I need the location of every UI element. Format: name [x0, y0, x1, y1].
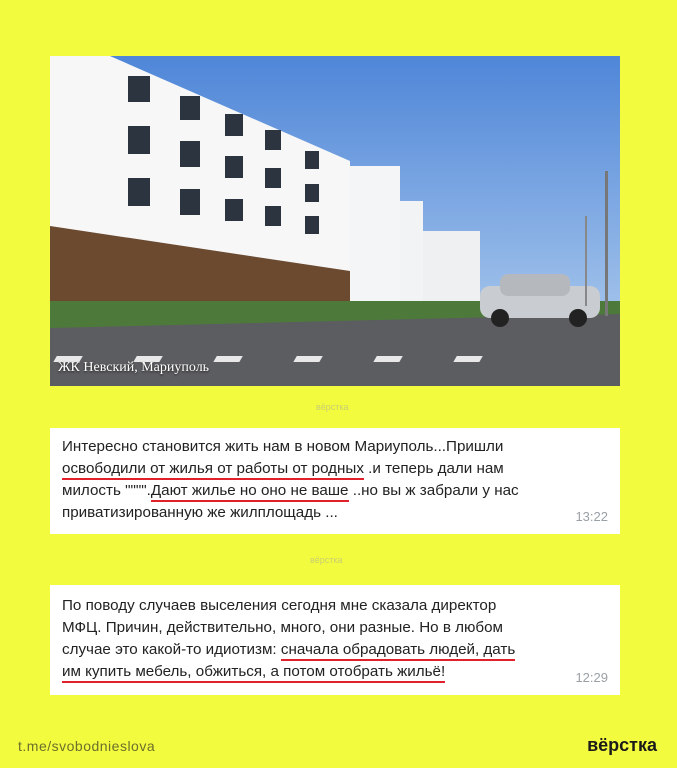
message1-line4: приватизированную же жилплощадь ...	[62, 504, 338, 521]
message1-line3-rest: ..но вы ж забрали у нас	[348, 482, 519, 499]
message2-highlight-2: им купить мебель, обжиться, а потом отобрать жильё!	[62, 663, 445, 683]
message-card-1	[50, 428, 620, 534]
message2-line2: МФЦ. Причин, действительно, много, они разные. Но в любом	[62, 619, 503, 636]
message1-line3	[62, 480, 519, 502]
watermark-middle: вёрстка	[310, 555, 343, 565]
photo-caption: ЖК Невский, Мариуполь	[58, 360, 210, 375]
message2-line1: По поводу случаев выселения сегодня мне сказала директор	[62, 597, 497, 614]
building-photo-illustration	[50, 56, 620, 386]
message2-line4	[62, 661, 515, 683]
message2-highlight-1: сначала обрадовать людей, дать	[281, 641, 515, 661]
message1-line2-rest: .и теперь дали нам	[363, 460, 504, 477]
message2-line3	[62, 639, 515, 661]
message1-line2	[62, 458, 519, 480]
message1-line1: Интересно становится жить нам в новом Мариуполь...Пришли	[62, 438, 504, 455]
message2-line3-pre: случае это какой-то идиотизм:	[62, 641, 281, 658]
message1-line3-pre: милость """".	[62, 482, 151, 499]
message-card-2	[50, 585, 620, 695]
news-photo	[50, 56, 620, 386]
message1-time: 13:22	[575, 509, 608, 524]
message1-highlight-2: Дают жилье но оно не ваше	[151, 482, 349, 502]
message2-time: 12:29	[575, 670, 608, 685]
brand-logo: вёрстка	[587, 735, 657, 755]
channel-link[interactable]: t.me/svobodnieslova	[18, 738, 156, 754]
message1-highlight-1: освободили от жилья от работы от родных	[62, 460, 364, 480]
watermark-top: вёрстка	[316, 402, 349, 412]
